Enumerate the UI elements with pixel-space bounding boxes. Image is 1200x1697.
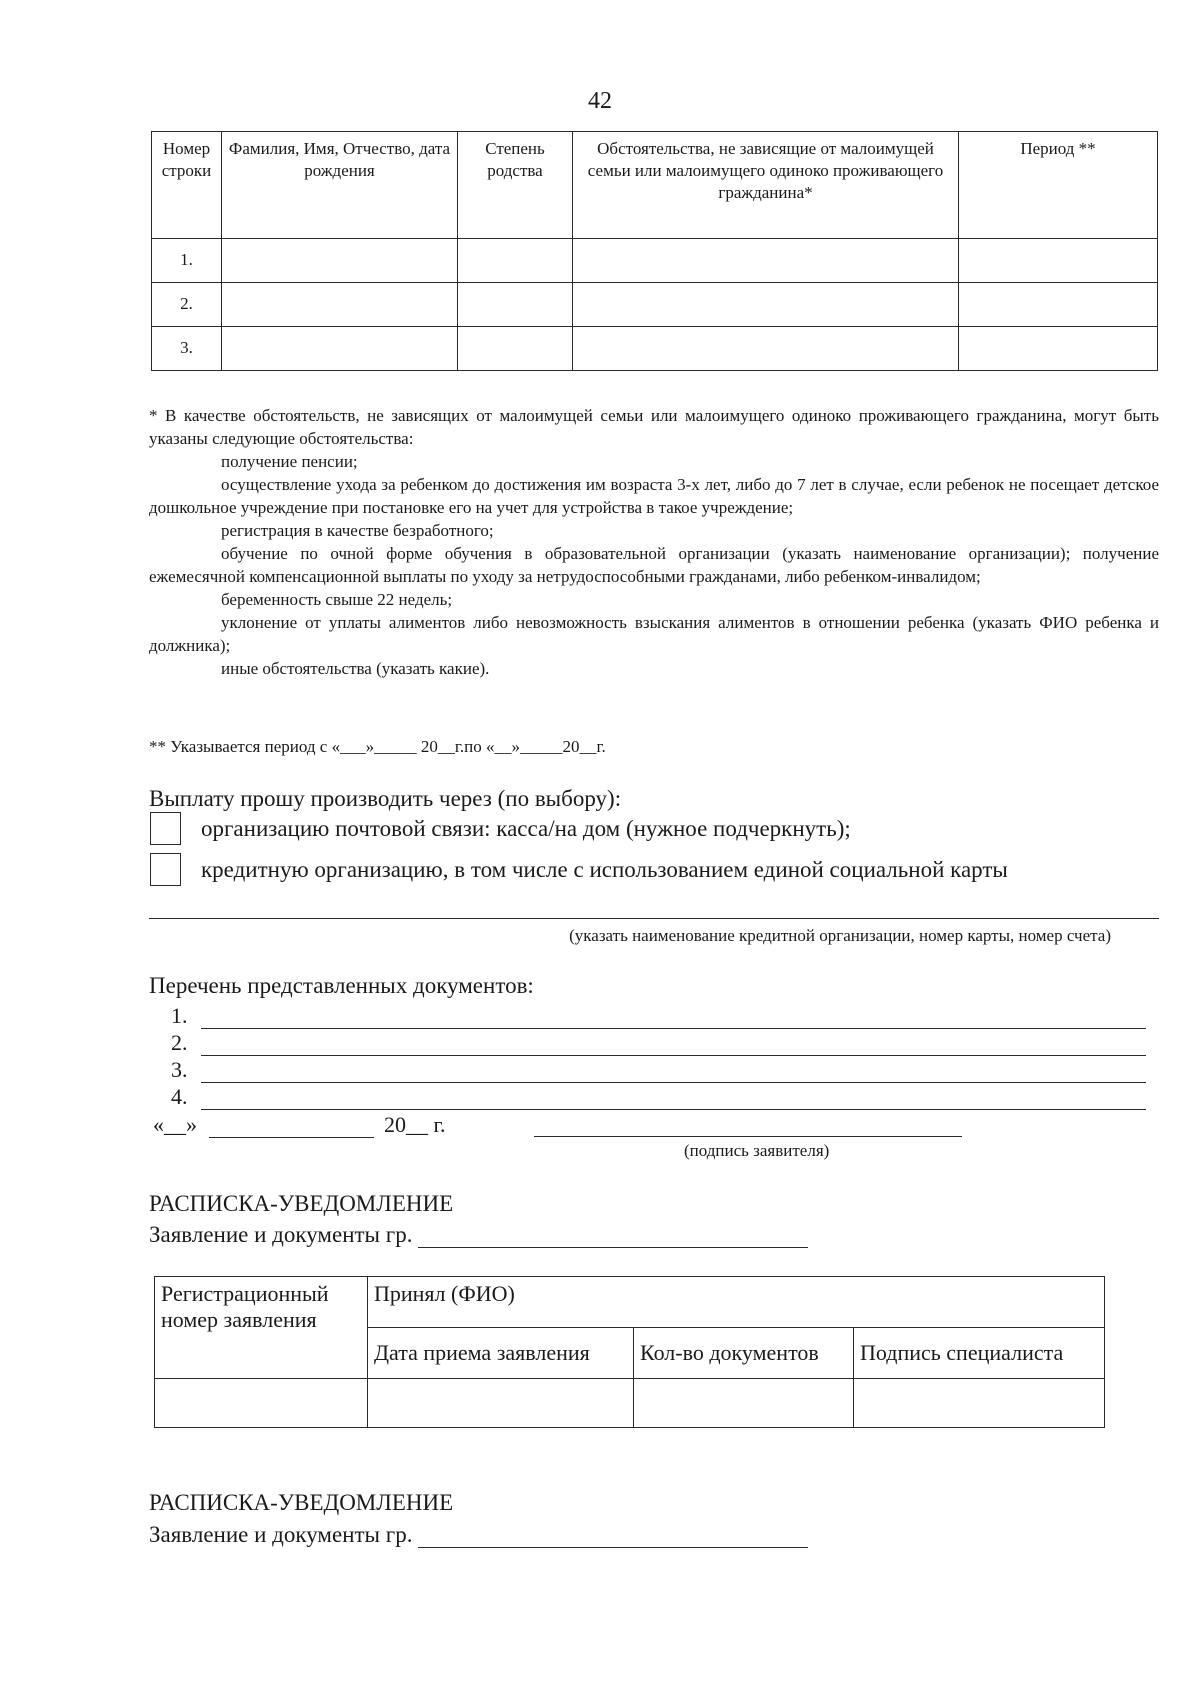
relation-cell[interactable] — [458, 327, 573, 371]
date-header: Дата приема заявления — [368, 1328, 634, 1379]
registration-table — [154, 1276, 1105, 1428]
period-cell[interactable] — [959, 327, 1158, 371]
bank-details-field[interactable] — [149, 918, 1159, 919]
name-cell[interactable] — [222, 283, 458, 327]
document-field[interactable] — [201, 1006, 1146, 1029]
receipt-applicant — [149, 1522, 808, 1548]
table-row — [152, 283, 1158, 327]
document-line[interactable] — [171, 1030, 1146, 1056]
footnote-intro: * В качестве обстоятельств, не зависящих от малоимущей семьи или малоимущего одиноко проживающего гражданина, могут быть указаны следующие обстоятельства: — [149, 406, 1159, 448]
receipt-title: РАСПИСКА-УВЕДОМЛЕНИЕ — [149, 1191, 454, 1216]
receipt-name-field[interactable] — [418, 1525, 808, 1548]
period-cell[interactable] — [959, 283, 1158, 327]
date-year: 20__ г. — [384, 1112, 446, 1137]
circumstances-cell[interactable] — [573, 283, 959, 327]
document-field[interactable] — [201, 1033, 1146, 1056]
footnote-item: обучение по очной форме обучения в образовательной организации (указать наименование организации); получение ежемесячной компенсационной выплаты по уходу за нетрудоспособными гражданами, либо ребенком-инвалидом; — [149, 544, 1159, 586]
receipt-name-field[interactable] — [418, 1225, 808, 1248]
document-field[interactable] — [201, 1087, 1146, 1110]
footnote-item: беременность свыше 22 недель; — [221, 590, 453, 609]
document-number: 3. — [171, 1057, 188, 1082]
name-cell[interactable] — [222, 239, 458, 283]
header-circumstances: Обстоятельства, не зависящие от малоимущей семьи или малоимущего одиноко проживающего гражданина* — [573, 132, 959, 239]
period-cell[interactable] — [959, 239, 1158, 283]
table-row — [152, 327, 1158, 371]
post-option-label: организацию почтовой связи: касса/на дом (нужное подчеркнуть); — [201, 815, 851, 841]
bank-details-caption: (указать наименование кредитной организации, номер карты, номер счета) — [569, 926, 1111, 945]
payment-title: Выплату прошу производить через (по выбору): — [149, 786, 622, 811]
payment-option-bank[interactable] — [150, 853, 1008, 886]
reg-number-cell[interactable] — [155, 1379, 368, 1428]
header-full-name: Фамилия, Имя, Отчество, дата рождения — [222, 132, 458, 239]
name-cell[interactable] — [222, 327, 458, 371]
header-row-number: Номер строки — [152, 132, 222, 239]
document-line[interactable] — [171, 1003, 1146, 1029]
payment-option-post[interactable] — [150, 812, 851, 845]
signature-caption: (подпись заявителя) — [684, 1141, 830, 1160]
circumstances-table — [151, 131, 1158, 371]
footnote-item: получение пенсии; — [221, 452, 358, 471]
document-number: 4. — [171, 1084, 188, 1109]
relation-cell[interactable] — [458, 283, 573, 327]
applicant-signature-field[interactable] — [534, 1136, 962, 1137]
receipt-label: Заявление и документы гр. — [149, 1222, 413, 1247]
table-row — [152, 239, 1158, 283]
count-cell[interactable] — [634, 1379, 854, 1428]
document-number: 1. — [171, 1003, 188, 1028]
count-header: Кол-во документов — [634, 1328, 854, 1379]
documents-title: Перечень представленных документов: — [149, 973, 534, 998]
circumstances-cell[interactable] — [573, 239, 959, 283]
footnote-item: регистрация в качестве безработного; — [221, 521, 494, 540]
footnote-item: уклонение от уплаты алиментов либо невозможность взыскания алиментов в отношении ребенка (указать ФИО ребенка и должника); — [149, 613, 1159, 655]
signature-cell[interactable] — [854, 1379, 1105, 1428]
application-date — [153, 1112, 446, 1138]
receipt-title: РАСПИСКА-УВЕДОМЛЕНИЕ — [149, 1490, 454, 1515]
relation-cell[interactable] — [458, 239, 573, 283]
signature-header: Подпись специалиста — [854, 1328, 1105, 1379]
document-line[interactable] — [171, 1084, 1146, 1110]
document-line[interactable] — [171, 1057, 1146, 1083]
footnotes — [149, 404, 1159, 680]
post-checkbox[interactable] — [150, 812, 181, 845]
header-period: Период ** — [959, 132, 1158, 239]
row-number: 1. — [152, 239, 222, 283]
footnote-item: осуществление ухода за ребенком до достижения им возраста 3-х лет, либо до 7 лет в случае, если ребенок не посещает детское дошкольное учреждение при постановке его на учет для устройства в такое учреждение; — [149, 475, 1159, 517]
date-day: «__» — [153, 1112, 197, 1137]
date-cell[interactable] — [368, 1379, 634, 1428]
document-number: 2. — [171, 1030, 188, 1055]
row-number: 3. — [152, 327, 222, 371]
reg-number-header: Регистрационный номер заявления — [155, 1277, 368, 1379]
row-number: 2. — [152, 283, 222, 327]
receipt-label: Заявление и документы гр. — [149, 1522, 413, 1547]
period-footnote: ** Указывается период с «___»_____ 20__г.по «__»_____20__г. — [149, 737, 606, 756]
circumstances-cell[interactable] — [573, 327, 959, 371]
bank-checkbox[interactable] — [150, 853, 181, 886]
bank-option-label: кредитную организацию, в том числе с использованием единой социальной карты — [201, 856, 1008, 882]
document-field[interactable] — [201, 1060, 1146, 1083]
footnote-item: иные обстоятельства (указать какие). — [221, 659, 490, 678]
receipt-applicant — [149, 1222, 808, 1248]
header-relation: Степень родства — [458, 132, 573, 239]
page-number: 42 — [588, 88, 612, 114]
accepted-header: Принял (ФИО) — [368, 1277, 1105, 1328]
date-month-field[interactable] — [209, 1117, 374, 1138]
table-header-row — [152, 132, 1158, 239]
